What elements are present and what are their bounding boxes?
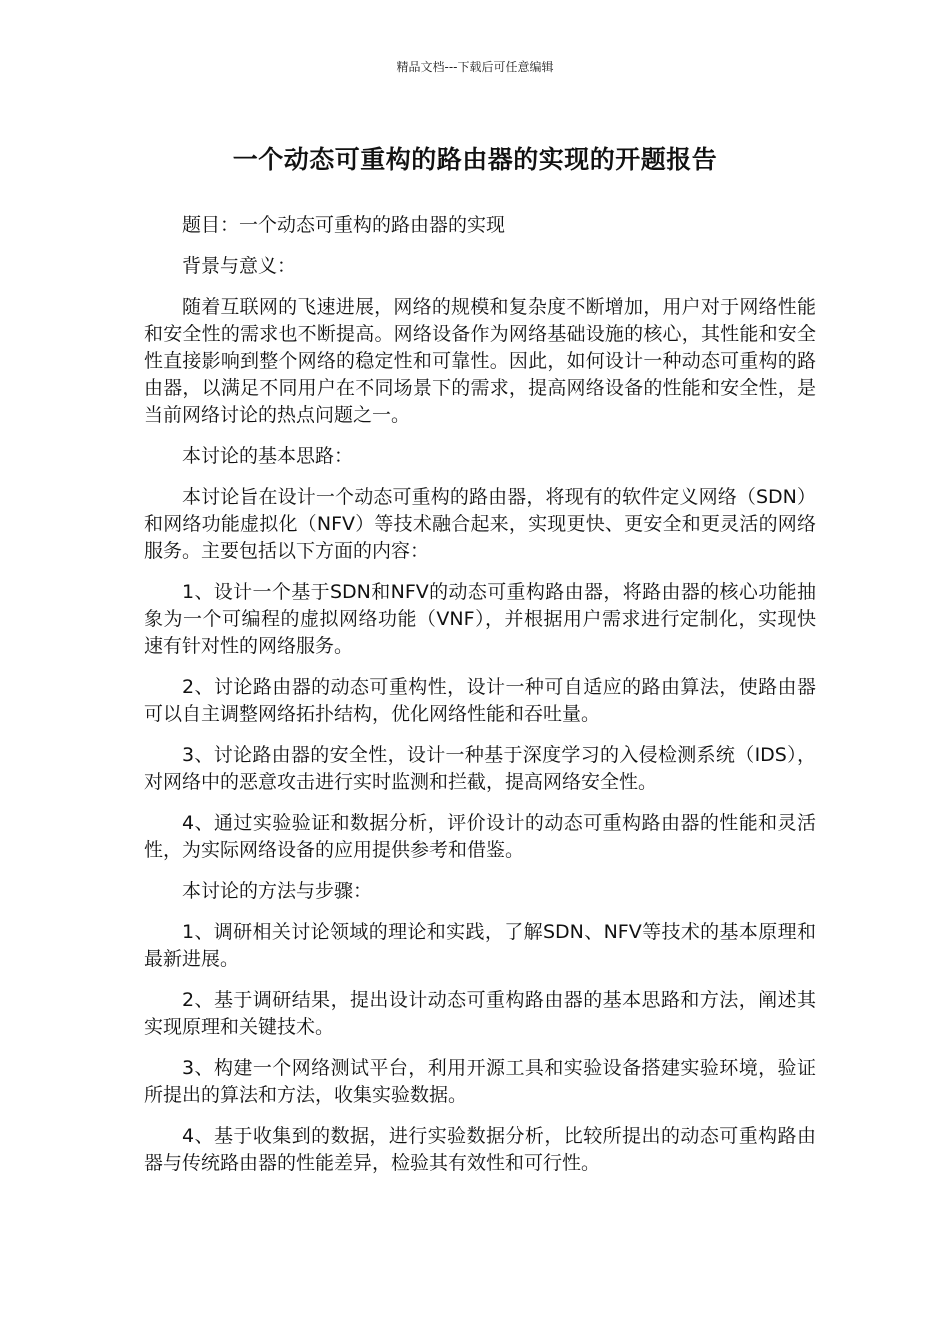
topic-line: 题目：一个动态可重构的路由器的实现 [182,214,506,236]
background-paragraph: 随着互联网的飞速进展，网络的规模和复杂度不断增加，用户对于网络性能和安全性的需求也不断提高。网络设备作为网络基础设施的核心，其性能和安全性直接影响到整个网络的稳定性和可靠性。因此，如何设计一种动态可重构的路由器，以满足不同用户在不同场景下的需求，提高网络设备的性能和安全性，是当前网络讨论的热点问题之一。 [144,296,816,426]
approach-item-4: 4、通过实验验证和数据分析，评价设计的动态可重构路由器的性能和灵活性，为实际网络设备的应用提供参考和借鉴。 [144,812,816,861]
header-note: 精品文档---下载后可任意编辑 [396,60,554,74]
method-item-2: 2、基于调研结果，提出设计动态可重构路由器的基本思路和方法，阐述其实现原理和关键技术。 [144,989,816,1038]
approach-item-2: 2、讨论路由器的动态可重构性，设计一种可自适应的路由算法，使路由器可以自主调整网络拓扑结构，优化网络性能和吞吐量。 [144,676,816,725]
section-heading-approach: 本讨论的基本思路： [182,445,354,467]
section-heading-background: 背景与意义： [182,255,297,277]
document-title: 一个动态可重构的路由器的实现的开题报告 [232,145,718,174]
document-body [144,212,816,1191]
approach-item-3: 3、讨论路由器的安全性，设计一种基于深度学习的入侵检测系统（IDS），对网络中的恶意攻击进行实时监测和拦截，提高网络安全性。 [144,744,816,793]
approach-item-1: 1、设计一个基于SDN和NFV的动态可重构路由器，将路由器的核心功能抽象为一个可编程的虚拟网络功能（VNF），并根据用户需求进行定制化，实现快速有针对性的网络服务。 [144,581,816,657]
section-heading-methods: 本讨论的方法与步骤： [182,880,373,902]
method-item-1: 1、调研相关讨论领域的理论和实践，了解SDN、NFV等技术的基本原理和最新进展。 [144,921,816,970]
method-item-3: 3、构建一个网络测试平台，利用开源工具和实验设备搭建实验环境，验证所提出的算法和方法，收集实验数据。 [144,1057,816,1106]
approach-paragraph: 本讨论旨在设计一个动态可重构的路由器，将现有的软件定义网络（SDN）和网络功能虚拟化（NFV）等技术融合起来，实现更快、更安全和更灵活的网络服务。主要包括以下方面的内容： [144,486,816,562]
method-item-4: 4、基于收集到的数据，进行实验数据分析，比较所提出的动态可重构路由器与传统路由器的性能差异，检验其有效性和可行性。 [144,1125,816,1174]
